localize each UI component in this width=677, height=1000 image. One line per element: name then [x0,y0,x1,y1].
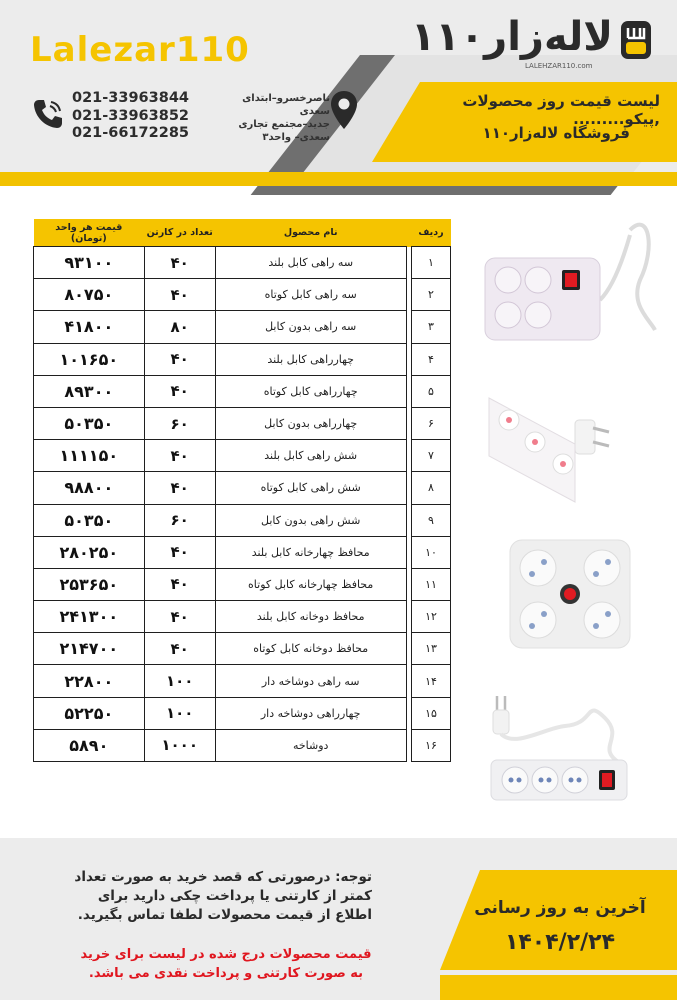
logo-text: لاله‌زار۱۱۰ [410,14,613,60]
cell-qty: ۱۰۰ [144,665,215,697]
cell-price: ۹۸۸۰۰ [34,472,145,504]
cell-row: ۱۳ [411,633,450,665]
cell-qty: ۴۰ [144,279,215,311]
last-update-label: آخرین به روز رسانی [474,898,646,918]
col-header-price: قیمت هر واحد (تومان) [34,219,145,247]
cell-row: ۱۴ [411,665,450,697]
cell-price: ۵۰۳۵۰ [34,504,145,536]
table-row [34,568,451,600]
cell-qty: ۱۰۰۰ [144,729,215,761]
logo-mark-icon [620,20,652,60]
brand-title: Lalezar110 [30,30,250,70]
cell-name: چهارراهی بدون کابل [215,407,406,439]
cell-price: ۹۳۱۰۰ [34,247,145,279]
last-update-date: ۱۴۰۴/۲/۲۴ [504,930,616,955]
product-image-three-socket-plug [485,688,645,808]
cell-name: سه راهی دوشاخه دار [215,665,406,697]
cell-price: ۵۸۹۰ [34,729,145,761]
header-yellow-notch [372,82,420,162]
table-row [34,633,451,665]
phone-number-1[interactable]: 021-33963844 [72,90,189,106]
cell-price: ۱۱۱۱۵۰ [34,440,145,472]
table-row [34,601,451,633]
cell-qty: ۶۰ [144,504,215,536]
cell-price: ۲۴۱۳۰۰ [34,601,145,633]
cell-price: ۲۵۳۶۵۰ [34,568,145,600]
cell-row: ۱۱ [411,568,450,600]
cell-qty: ۸۰ [144,311,215,343]
page-subtitle: فروشگاه لاله‌زار۱۱۰ [482,124,630,142]
cell-row: ۴ [411,343,450,375]
col-header-qty: تعداد در کارتن [144,219,215,247]
cell-name: چهارراهی کابل کوتاه [215,375,406,407]
cell-name: محافظ دوخانه کابل کوتاه [215,633,406,665]
table-row [34,343,451,375]
cell-name: سه راهی بدون کابل [215,311,406,343]
cell-row: ۱۰ [411,536,450,568]
footer-red-note: قیمت محصولات درج شده در لیست برای خرید به صورت کارتنی و پرداخت نقدی می باشد. [80,947,372,981]
cell-row: ۵ [411,375,450,407]
table-row [34,407,451,439]
table-row [34,536,451,568]
phone-list [72,90,189,143]
table-row [34,472,451,504]
cell-qty: ۴۰ [144,633,215,665]
cell-price: ۱۰۱۶۵۰ [34,343,145,375]
cell-row: ۹ [411,504,450,536]
phone-icon [30,96,66,132]
cell-name: شش راهی بدون کابل [215,504,406,536]
cell-qty: ۴۰ [144,536,215,568]
cell-price: ۸۹۳۰۰ [34,375,145,407]
cell-row: ۷ [411,440,450,472]
footer-note: توجه: درصورتی که قصد خرید به صورت تعداد کمتر از کارتنی یا پرداخت چکی دارید برای اطلاع از قیمت محصولات لطفا تماس بگیرید. [74,869,372,923]
cell-row: ۲ [411,279,450,311]
cell-row: ۱۵ [411,697,450,729]
cell-price: ۸۰۷۵۰ [34,279,145,311]
location-pin-icon [330,90,358,130]
address-line-3: سعدی– واحد۳ [262,132,330,143]
table-row [34,279,451,311]
cell-qty: ۴۰ [144,375,215,407]
cell-qty: ۴۰ [144,247,215,279]
cell-qty: ۴۰ [144,601,215,633]
table-row [34,440,451,472]
cell-price: ۵۰۳۵۰ [34,407,145,439]
cell-name: شش راهی کابل کوتاه [215,472,406,504]
page-title: لیست قیمت روز محصولات ,پیکو......... [462,92,660,128]
cell-name: چهارراهی دوشاخه دار [215,697,406,729]
address [212,92,330,144]
cell-price: ۴۱۸۰۰ [34,311,145,343]
product-image-three-socket [485,380,615,510]
cell-name: سه راهی کابل کوتاه [215,279,406,311]
footer-update-notch [440,870,480,970]
product-image-four-socket-protector [508,538,632,650]
cell-qty: ۴۰ [144,440,215,472]
cell-row: ۱۲ [411,601,450,633]
cell-row: ۳ [411,311,450,343]
cell-price: ۲۸۰۲۵۰ [34,536,145,568]
cell-name: محافظ چهارخانه کابل بلند [215,536,406,568]
phone-number-2[interactable]: 021-33963852 [72,107,189,124]
cell-name: چهارراهی کابل بلند [215,343,406,375]
logo-url: LALEHZAR110.com [525,62,593,70]
price-table [33,219,451,762]
cell-row: ۶ [411,407,450,439]
cell-qty: ۴۰ [144,568,215,600]
cell-row: ۸ [411,472,450,504]
cell-qty: ۴۰ [144,472,215,504]
table-body [34,247,451,762]
cell-name: دوشاخه [215,729,406,761]
cell-price: ۵۲۲۵۰ [34,697,145,729]
cell-name: سه راهی کابل بلند [215,247,406,279]
cell-qty: ۶۰ [144,407,215,439]
cell-row: ۱۶ [411,729,450,761]
cell-name: محافظ چهارخانه کابل کوتاه [215,568,406,600]
table-row [34,375,451,407]
cell-name: محافظ دوخانه کابل بلند [215,601,406,633]
cell-row: ۱ [411,247,450,279]
table-row [34,697,451,729]
col-header-row: ردیف [411,219,450,247]
header-yellow-band [0,172,677,186]
cell-qty: ۴۰ [144,343,215,375]
cell-name: شش راهی کابل بلند [215,440,406,472]
table-row [34,247,451,279]
phone-number-3[interactable]: 021-66172285 [72,125,189,141]
table-row [34,729,451,761]
product-image-four-socket-cable [480,210,670,350]
cell-qty: ۱۰۰ [144,697,215,729]
address-line-2: جدید–مجتمع تجاری [238,119,330,130]
table-header-row [34,219,451,247]
table-row [34,504,451,536]
address-line-1: ناصرخسرو–ابتدای سعدی [242,93,330,117]
cell-price: ۲۱۴۷۰۰ [34,633,145,665]
table-row [34,665,451,697]
cell-price: ۲۲۸۰۰ [34,665,145,697]
table-row [34,311,451,343]
col-header-name: نام محصول [215,219,406,247]
footer-yellow-strip [440,975,677,1000]
